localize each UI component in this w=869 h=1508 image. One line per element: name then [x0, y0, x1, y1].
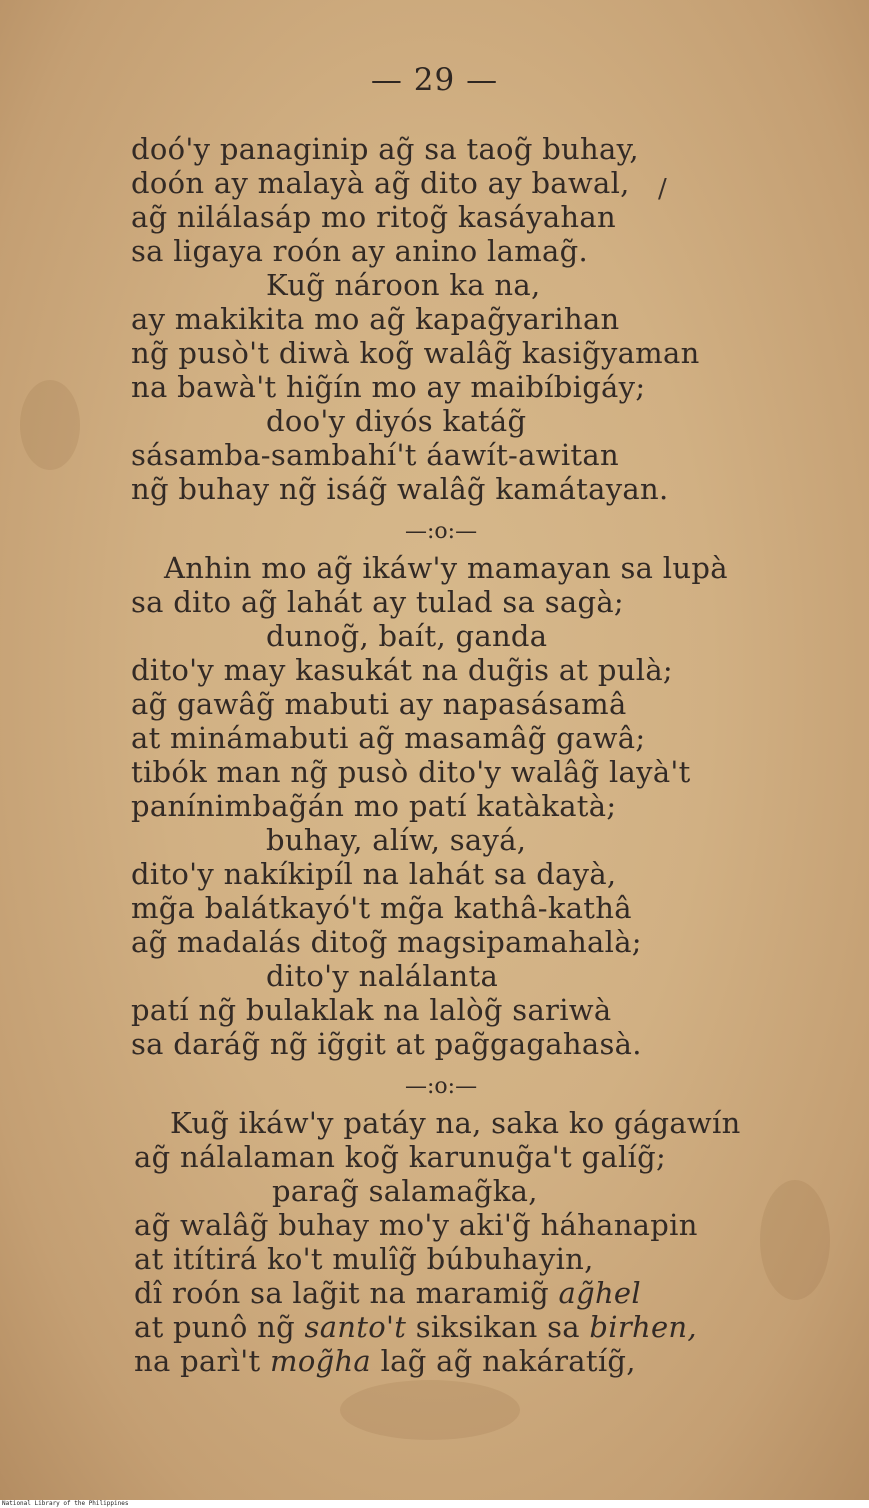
- verse-text: na parì't: [134, 1344, 271, 1378]
- pen-mark-icon: /: [658, 174, 667, 204]
- verse-line: tibók man ng̃ pusò dito'y walâg̃ layà't: [131, 755, 691, 789]
- verse-line: sásamba-sambahí't áawít-awitan: [131, 438, 619, 472]
- verse-line: [134, 1276, 641, 1310]
- verse-line: dito'y nakíkipíl na lahát sa dayà,: [131, 857, 617, 891]
- verse-line: doón ay malayà ag̃ dito ay bawal,: [131, 166, 630, 200]
- footer-credit: National Library of the Philippines: [2, 1500, 129, 1507]
- verse-line: Kug̃ nároon ka na,: [266, 268, 541, 302]
- verse-text: siksikan sa: [406, 1310, 590, 1344]
- verse-line: Anhin mo ag̃ ikáw'y mamayan sa lupà: [164, 551, 728, 585]
- verse-text: dî roón sa lag̃it na maramig̃: [134, 1276, 559, 1310]
- verse-line: ng̃ pusò't diwà kog̃ walâg̃ kasig̃yaman: [131, 336, 700, 370]
- verse-line: sa darág̃ ng̃ ig̃git at pag̃gagahasà.: [131, 1027, 642, 1061]
- verse-line: doo'y diyós katág̃: [266, 404, 527, 438]
- verse-line: Kug̃ ikáw'y patáy na, saka ko gágawín: [170, 1106, 741, 1140]
- verse-line: mg̃a balátkayó't mg̃a kathâ-kathâ: [131, 891, 632, 925]
- verse-line: at itítirá ko't mulîg̃ búbuhayin,: [134, 1242, 594, 1276]
- verse-line: ng̃ buhay ng̃ iság̃ walâg̃ kamátayan.: [131, 472, 669, 506]
- verse-line: sa dito ag̃ lahát ay tulad sa sagà;: [131, 585, 624, 619]
- verse-line: ay makikita mo ag̃ kapag̃yarihan: [131, 302, 620, 336]
- verse-line: ag̃ walâg̃ buhay mo'y aki'g̃ háhanapin: [134, 1208, 698, 1242]
- verse-line: sa ligaya roón ay anino lamag̃.: [131, 234, 588, 268]
- verse-line: doó'y panaginip ag̃ sa taog̃ buhay,: [131, 132, 639, 166]
- verse-line: buhay, alíw, sayá,: [266, 823, 527, 857]
- italic-word: birhen,: [589, 1310, 697, 1344]
- verse-line: parag̃ salamag̃ka,: [272, 1174, 538, 1208]
- italic-word: ag̃hel: [558, 1276, 641, 1310]
- verse-line: dito'y may kasukát na dug̃is at pulà;: [131, 653, 673, 687]
- verse-line: ag̃ nálalaman kog̃ karunug̃a't galíg̃;: [134, 1140, 667, 1174]
- verse-line: [134, 1310, 697, 1344]
- section-divider: —:o:—: [405, 519, 478, 544]
- section-divider: —:o:—: [405, 1074, 478, 1099]
- verse-line: ag̃ madalás ditog̃ magsipamahalà;: [131, 925, 642, 959]
- verse-line: panínimbag̃án mo patí katàkatà;: [131, 789, 617, 823]
- verse-line: dito'y nalálanta: [266, 959, 499, 993]
- verse-line: dunog̃, baít, ganda: [266, 619, 548, 653]
- verse-line: ag̃ gawâg̃ mabuti ay napasásamâ: [131, 687, 627, 721]
- italic-word: santo't: [304, 1310, 407, 1344]
- footer-bar: [0, 1500, 869, 1508]
- verse-line: na bawà't hig̃ín mo ay maibíbigáy;: [131, 370, 646, 404]
- verse-text: at punô ng̃: [134, 1310, 305, 1344]
- italic-word: mog̃ha: [270, 1344, 372, 1378]
- page-number: — 29 —: [370, 62, 499, 98]
- verse-line: [134, 1344, 636, 1378]
- verse-text: lag̃ ag̃ nakáratíg̃,: [380, 1344, 636, 1378]
- verse-line: at minámabuti ag̃ masamâg̃ gawâ;: [131, 721, 646, 755]
- verse-line: patí ng̃ bulaklak na lalòg̃ sariwà: [131, 993, 612, 1027]
- verse-line: ag̃ nilálasáp mo ritog̃ kasáyahan: [131, 200, 616, 234]
